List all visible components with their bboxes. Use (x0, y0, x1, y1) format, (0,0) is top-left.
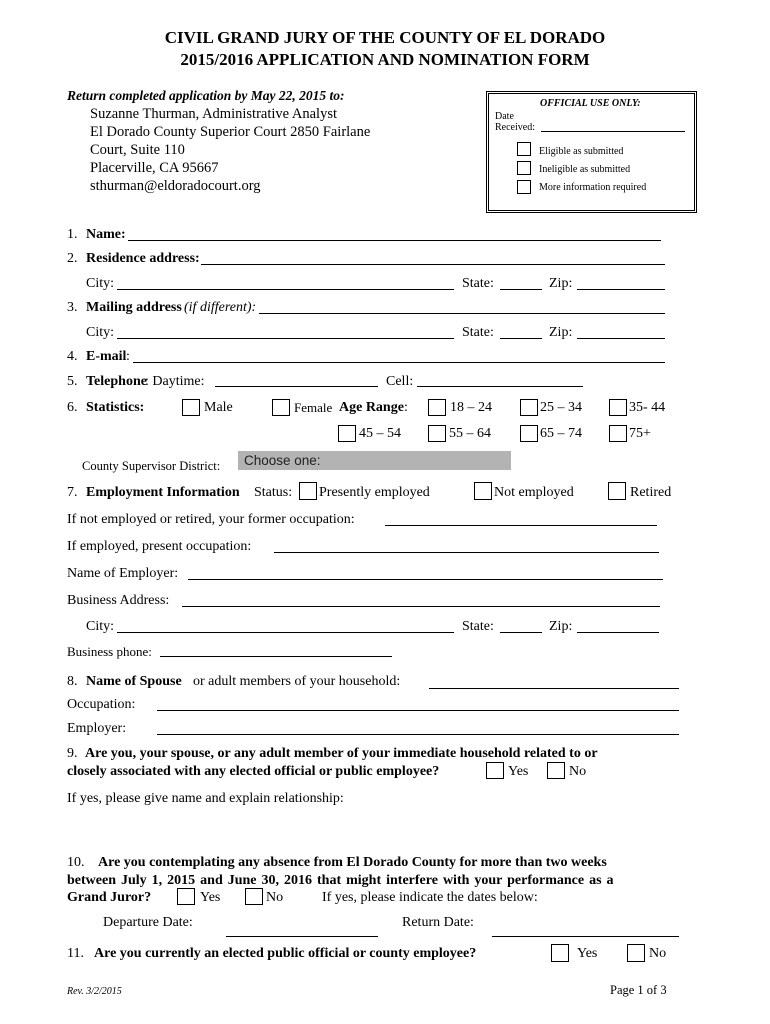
received-label: Received: (495, 122, 535, 133)
ineligible-label: Ineligible as submitted (539, 164, 631, 175)
return-line: El Dorado County Superior Court 2850 Fairlane (90, 124, 371, 140)
q5-number: 5. (67, 374, 78, 389)
departure-date-field[interactable] (226, 936, 378, 937)
cell-label: Cell: (386, 374, 414, 389)
telephone-label: Telephone (86, 374, 147, 389)
q8-number: 8. (67, 674, 78, 689)
state-label: State: (462, 325, 494, 340)
eligible-checkbox[interactable] (517, 142, 531, 156)
residence-zip-field[interactable] (577, 289, 665, 290)
residence-state-field[interactable] (500, 289, 542, 290)
q10-number: 10. (67, 855, 85, 870)
residence-city-field[interactable] (117, 289, 454, 290)
male-label: Male (204, 400, 233, 415)
return-line: Court, Suite 110 (90, 142, 185, 158)
age-option: 55 – 64 (449, 426, 491, 441)
spouse-employer-field[interactable] (157, 734, 679, 735)
age-25-34-checkbox[interactable] (520, 399, 538, 416)
spouse-occupation-field[interactable] (157, 710, 679, 711)
city-label: City: (86, 276, 115, 291)
related-no-checkbox[interactable] (547, 762, 565, 779)
age-option: 65 – 74 (540, 426, 582, 441)
business-city-field[interactable] (117, 632, 454, 633)
business-phone-label: Business phone: (67, 644, 152, 659)
mailing-label: Mailing address (86, 300, 182, 315)
q7-number: 7. (67, 485, 78, 500)
zip-label: Zip: (549, 325, 573, 340)
q6-number: 6. (67, 400, 78, 415)
city-label: City: (86, 619, 115, 634)
return-line: Suzanne Thurman, Administrative Analyst (90, 106, 338, 122)
official-yes-label: Yes (577, 946, 598, 961)
business-address-field[interactable] (182, 606, 660, 607)
q9-number: 9. (67, 746, 78, 761)
retired-label: Retired (630, 485, 672, 500)
district-label: County Supervisor District: (82, 459, 221, 473)
revision-date: Rev. 3/2/2015 (67, 986, 122, 997)
former-occupation-field[interactable] (385, 525, 657, 526)
more-info-checkbox[interactable] (517, 180, 531, 194)
not-employed-label: Not employed (494, 485, 574, 500)
spouse-label: Name of Spouse (86, 674, 182, 689)
age-range-colon: : (404, 400, 408, 415)
age-option: 45 – 54 (359, 426, 401, 441)
present-occupation-label: If employed, present occupation: (67, 539, 252, 554)
related-yes-label: Yes (508, 764, 529, 779)
official-no-label: No (649, 946, 667, 961)
related-yes-checkbox[interactable] (486, 762, 504, 779)
statistics-label: Statistics: (86, 400, 145, 415)
employer-name-label: Name of Employer: (67, 566, 179, 581)
related-no-label: No (569, 764, 587, 779)
female-checkbox[interactable] (272, 399, 290, 416)
eligible-label: Eligible as submitted (539, 146, 624, 157)
female-label: Female (294, 400, 333, 415)
absence-no-checkbox[interactable] (245, 888, 263, 905)
related-explain-label: If yes, please give name and explain relationship: (67, 791, 344, 806)
spouse-occupation-label: Occupation: (67, 697, 136, 712)
business-phone-field[interactable] (160, 656, 392, 657)
absence-yes-checkbox[interactable] (177, 888, 195, 905)
spouse-employer-label: Employer: (67, 721, 127, 736)
state-label: State: (462, 619, 494, 634)
official-question: Are you currently an elected public official or county employee? (94, 946, 477, 961)
status-label: Status: (254, 485, 293, 500)
name-label: Name: (86, 227, 126, 242)
return-date-label: Return Date: (402, 915, 474, 930)
age-55-64-checkbox[interactable] (428, 425, 446, 442)
q2-number: 2. (67, 251, 78, 266)
city-label: City: (86, 325, 115, 340)
email-field[interactable] (133, 362, 665, 363)
form-title-line2: 2015/2016 APPLICATION AND NOMINATION FORM (180, 50, 590, 69)
email-label: E-mail (86, 349, 127, 364)
related-question-line2: closely associated with any elected official or public employee? (67, 764, 440, 779)
age-75-plus-checkbox[interactable] (609, 425, 627, 442)
business-zip-field[interactable] (577, 632, 659, 633)
mailing-state-field[interactable] (500, 338, 542, 339)
cell-phone-field[interactable] (417, 386, 583, 387)
ineligible-checkbox[interactable] (517, 161, 531, 175)
spouse-rest-label: or adult members of your household: (193, 674, 401, 689)
return-heading: Return completed application by May 22, 2015 to: (67, 88, 345, 103)
mailing-city-field[interactable] (117, 338, 454, 339)
presently-employed-checkbox[interactable] (299, 482, 317, 500)
date-received-line[interactable] (541, 131, 685, 132)
name-field[interactable] (128, 240, 661, 241)
departure-date-label: Departure Date: (103, 915, 193, 930)
daytime-phone-field[interactable] (215, 386, 378, 387)
form-title-line1: CIVIL GRAND JURY OF THE COUNTY OF EL DORADO (164, 28, 606, 47)
absence-indicate-label: If yes, please indicate the dates below: (322, 890, 538, 905)
age-option: 75+ (629, 426, 651, 441)
not-employed-checkbox[interactable] (474, 482, 492, 500)
retired-checkbox[interactable] (608, 482, 626, 500)
residence-label: Residence address: (86, 251, 200, 266)
daytime-label: : Daytime: (145, 374, 205, 389)
q11-number: 11. (67, 946, 84, 961)
return-line: Placerville, CA 95667 (90, 160, 219, 176)
mailing-note: (if different): (184, 300, 257, 315)
age-65-74-checkbox[interactable] (520, 425, 538, 442)
employment-label: Employment Information (86, 485, 240, 500)
age-18-24-checkbox[interactable] (428, 399, 446, 416)
absence-question-line3: Grand Juror? (67, 890, 152, 905)
official-yes-checkbox[interactable] (551, 944, 569, 962)
state-label: State: (462, 276, 494, 291)
absence-yes-label: Yes (200, 890, 221, 905)
spouse-field[interactable] (429, 688, 679, 689)
related-question-line1: Are you, your spouse, or any adult member of your immediate household related to or (85, 746, 598, 761)
zip-label: Zip: (549, 276, 573, 291)
business-address-label: Business Address: (67, 593, 170, 608)
official-no-checkbox[interactable] (627, 944, 645, 962)
absence-question-line2: between July 1, 2015 and June 30, 2016 that might interfere with your performance as a (67, 873, 614, 888)
age-option: 25 – 34 (540, 400, 582, 415)
age-option: 18 – 24 (450, 400, 492, 415)
zip-label: Zip: (549, 619, 573, 634)
q1-number: 1. (67, 227, 78, 242)
business-state-field[interactable] (500, 632, 542, 633)
age-option: 35- 44 (629, 400, 666, 415)
residence-field[interactable] (201, 264, 665, 265)
age-range-label: Age Range (339, 400, 404, 415)
mailing-zip-field[interactable] (577, 338, 665, 339)
absence-question-line1: Are you contemplating any absence from El Dorado County for more than two weeks (98, 855, 607, 870)
present-occupation-field[interactable] (274, 552, 659, 553)
return-email: sthurman@eldoradocourt.org (90, 178, 261, 194)
date-label: Date (495, 111, 514, 122)
q3-number: 3. (67, 300, 78, 315)
mailing-field[interactable] (259, 313, 665, 314)
district-select[interactable]: Choose one: (238, 451, 511, 470)
employer-name-field[interactable] (188, 579, 663, 580)
presently-employed-label: Presently employed (319, 485, 430, 500)
absence-no-label: No (266, 890, 284, 905)
male-checkbox[interactable] (182, 399, 200, 416)
age-45-54-checkbox[interactable] (338, 425, 356, 442)
q4-number: 4. (67, 349, 78, 364)
official-use-heading: OFFICIAL USE ONLY: (540, 98, 641, 109)
age-35-44-checkbox[interactable] (609, 399, 627, 416)
page-number: Page 1 of 3 (610, 983, 667, 997)
return-date-field[interactable] (492, 936, 679, 937)
email-colon: : (126, 349, 130, 364)
more-info-label: More information required (539, 182, 647, 193)
former-occupation-label: If not employed or retired, your former occupation: (67, 512, 355, 527)
